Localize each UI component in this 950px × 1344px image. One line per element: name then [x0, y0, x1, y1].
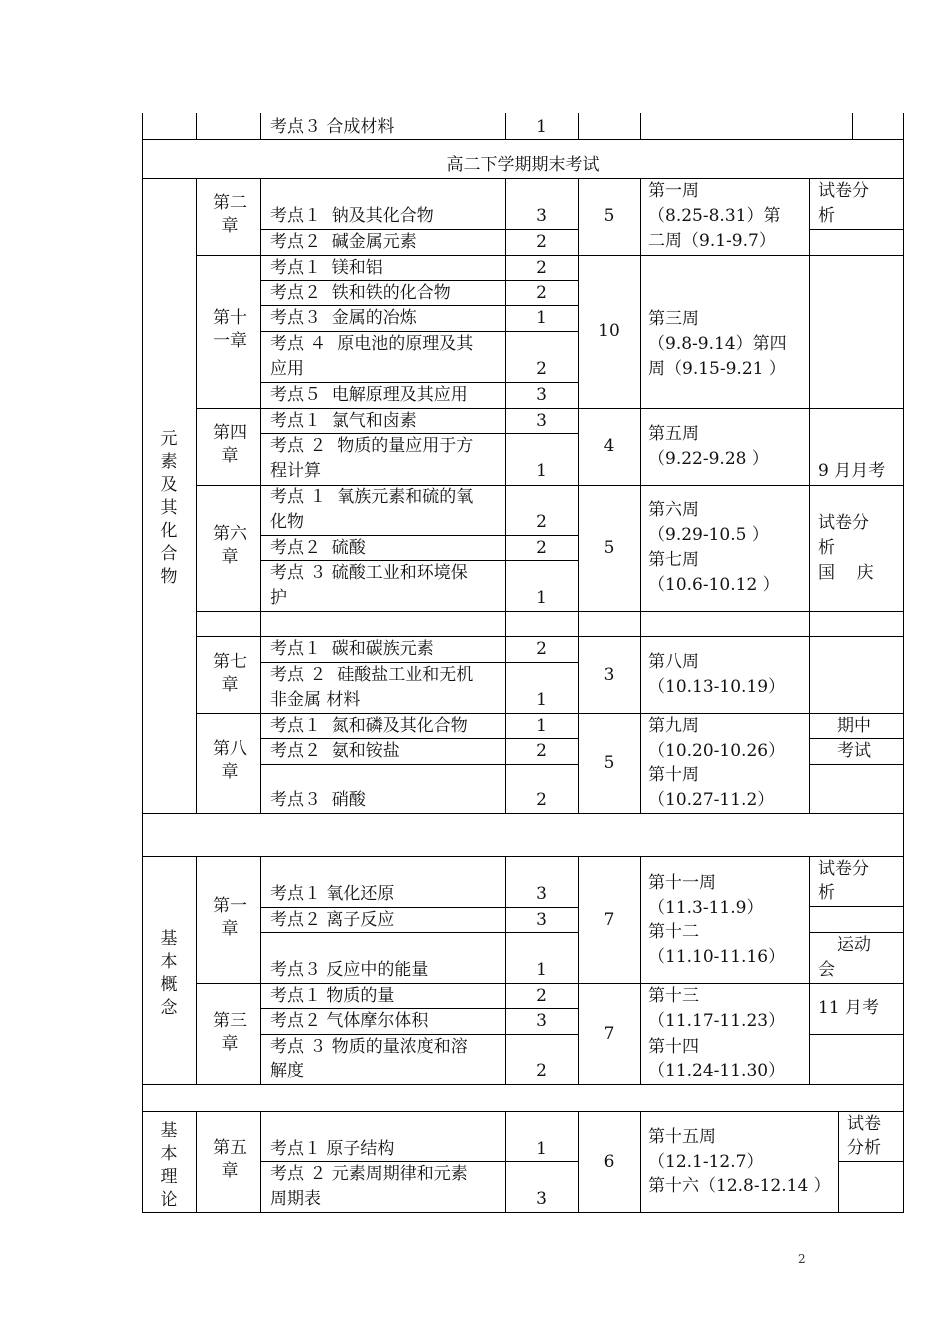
hours-cell: 3 — [536, 1189, 547, 1209]
exam-point: 考点 ３ 物质的量浓度和溶 — [270, 1037, 468, 1057]
exam-point: 考点３ 硝酸 — [270, 790, 366, 810]
chapter-label: 第二章 — [213, 193, 247, 236]
total-hours: 7 — [603, 1024, 615, 1044]
week-schedule: 第六周 — [648, 500, 699, 520]
hours-cell: 2 — [536, 741, 547, 761]
exam-point: 考点１ 氧化还原 — [270, 884, 395, 904]
exam-point: 考点 １ 氧族元素和硫的氧 — [270, 487, 474, 507]
hours-cell: 2 — [536, 232, 547, 252]
week-schedule: （9.29-10.5 ） — [648, 525, 769, 545]
exam-point: 考点３ 反应中的能量 — [270, 960, 429, 980]
page-number: 2 — [798, 1252, 806, 1266]
total-hours: 5 — [603, 753, 615, 773]
remark: 试卷 — [847, 1114, 881, 1134]
remark: 析 — [818, 538, 835, 558]
week-schedule: 周（9.15-9.21 ） — [648, 359, 786, 379]
week-schedule: （10.20-10.26） — [648, 741, 786, 761]
hours-cell: 1 — [536, 716, 547, 736]
total-hours: 4 — [603, 436, 615, 456]
exam-point: 考点１ 原子结构 — [270, 1139, 395, 1159]
exam-point: 考点１ 氮和磷及其化合物 — [270, 716, 468, 736]
hours-cell: 2 — [536, 538, 547, 558]
week-schedule: 第一周 — [648, 181, 699, 201]
hours-cell: 3 — [536, 910, 547, 930]
hours-cell: 2 — [536, 986, 547, 1006]
hours-cell: 1 — [536, 690, 547, 710]
category-label: 基本理论 — [160, 1121, 178, 1210]
category-label: 元素及其化合物 — [160, 429, 178, 587]
exam-point: 考点１ 物质的量 — [270, 986, 395, 1006]
week-schedule: （11.17-11.23） — [648, 1011, 786, 1031]
exam-point: 考点２ 铁和铁的化合物 — [270, 283, 451, 303]
remark: 9 月月考 — [818, 461, 886, 481]
exam-section-title: 高二下学期期末考试 — [446, 155, 600, 175]
exam-point: 解度 — [270, 1061, 304, 1081]
remark: 析 — [818, 883, 835, 903]
week-schedule: （11.10-11.16） — [648, 947, 786, 967]
exam-point: 非金属 材料 — [270, 690, 361, 710]
total-hours: 10 — [598, 321, 620, 341]
hours-cell: 3 — [536, 411, 547, 431]
chapter-label: 第三章 — [213, 1011, 247, 1054]
exam-point: 周期表 — [270, 1189, 321, 1209]
hours-cell: 2 — [536, 359, 547, 379]
exam-point: 考点１ 氯气和卤素 — [270, 411, 417, 431]
exam-point: 化物 — [270, 512, 304, 532]
week-schedule: 第十一周 — [648, 873, 716, 893]
total-hours: 5 — [603, 538, 615, 558]
hours-cell: 2 — [536, 258, 547, 278]
week-schedule: （10.13-10.19） — [648, 677, 786, 697]
total-hours: 6 — [603, 1152, 615, 1172]
exam-point: 考点２ 氨和铵盐 — [270, 741, 400, 761]
chapter-label: 第六章 — [213, 524, 247, 567]
category-label: 基本概念 — [160, 929, 178, 1018]
chapter-label: 第七章 — [213, 652, 247, 695]
week-schedule: 第三周 — [648, 309, 699, 329]
hours-cell: 3 — [536, 206, 547, 226]
hours-cell: 3 — [536, 884, 547, 904]
week-schedule: 第五周 — [648, 424, 699, 444]
week-schedule: （11.24-11.30） — [648, 1061, 786, 1081]
exam-point: 应用 — [270, 359, 304, 379]
week-schedule: （12.1-12.7） — [648, 1152, 764, 1172]
chapter-label: 第八章 — [213, 739, 247, 782]
exam-point: 考点 ２ 物质的量应用于方 — [270, 436, 474, 456]
hours-cell: 3 — [536, 385, 547, 405]
exam-point: 考点２ 离子反应 — [270, 910, 395, 930]
exam-point: 考点 ２ 元素周期律和元素 — [270, 1164, 468, 1184]
exam-point: 考点１ 钠及其化合物 — [270, 206, 434, 226]
week-schedule: 第十六（12.8-12.14 ） — [648, 1176, 831, 1196]
week-schedule: （10.27-11.2） — [648, 790, 775, 810]
hours-cell: 1 — [536, 588, 547, 608]
exam-point: 护 — [270, 588, 287, 608]
total-hours: 7 — [603, 910, 615, 930]
remark: 试卷分 — [818, 859, 869, 879]
week-schedule: 第十五周 — [648, 1127, 716, 1147]
week-schedule: 第十二 — [648, 922, 699, 942]
exam-point: 考点３ 合成材料 — [270, 117, 395, 137]
hours-cell: 1 — [536, 461, 547, 481]
week-schedule: （9.22-9.28 ） — [648, 449, 769, 469]
remark: 考试 — [837, 741, 871, 761]
hours-cell: 3 — [536, 1011, 547, 1031]
chapter-label: 第一章 — [213, 896, 247, 939]
remark: 运动 — [837, 935, 871, 955]
hours-cell: 2 — [536, 283, 547, 303]
total-hours: 5 — [603, 206, 615, 226]
exam-point: 程计算 — [270, 461, 321, 481]
remark: 会 — [818, 960, 835, 980]
remark: 分析 — [847, 1138, 881, 1158]
week-schedule: （10.6-10.12 ） — [648, 575, 780, 595]
week-schedule: 第八周 — [648, 652, 699, 672]
remark: 国 庆 — [818, 563, 874, 583]
week-schedule: 第十四 — [648, 1037, 699, 1057]
week-schedule: 二周（9.1-9.7） — [648, 231, 776, 251]
hours-cell: 2 — [536, 1061, 547, 1081]
remark: 11 月考 — [818, 998, 880, 1018]
total-hours: 3 — [603, 665, 615, 685]
exam-point: 考点１ 碳和碳族元素 — [270, 639, 434, 659]
hours-cell: 1 — [536, 117, 547, 137]
exam-point: 考点 ２ 硅酸盐工业和无机 — [270, 665, 474, 685]
hours-cell: 1 — [536, 308, 547, 328]
exam-point: 考点５ 电解原理及其应用 — [270, 385, 468, 405]
week-schedule: 第七周 — [648, 550, 699, 570]
week-schedule: 第九周 — [648, 716, 699, 736]
week-schedule: 第十三 — [648, 986, 699, 1006]
remark: 析 — [818, 206, 835, 226]
week-schedule: 第十周 — [648, 765, 699, 785]
hours-cell: 2 — [536, 512, 547, 532]
week-schedule: （9.8-9.14）第四 — [648, 334, 787, 354]
hours-cell: 2 — [536, 639, 547, 659]
exam-point: 考点３ 金属的冶炼 — [270, 308, 417, 328]
exam-point: 考点２ 碱金属元素 — [270, 232, 417, 252]
remark: 试卷分 — [818, 181, 869, 201]
exam-point: 考点 ４ 原电池的原理及其 — [270, 334, 474, 354]
remark: 期中 — [837, 716, 871, 736]
week-schedule: （11.3-11.9） — [648, 898, 764, 918]
chapter-label: 第十一章 — [213, 308, 247, 351]
exam-point: 考点 ３ 硫酸工业和环境保 — [270, 563, 468, 583]
hours-cell: 1 — [536, 960, 547, 980]
hours-cell: 1 — [536, 1139, 547, 1159]
exam-point: 考点２ 气体摩尔体积 — [270, 1011, 429, 1031]
remark: 试卷分 — [818, 513, 869, 533]
hours-cell: 2 — [536, 790, 547, 810]
chapter-label: 第五章 — [213, 1138, 247, 1181]
exam-point: 考点２ 硫酸 — [270, 538, 366, 558]
chapter-label: 第四章 — [213, 423, 247, 466]
exam-point: 考点１ 镁和铝 — [270, 258, 383, 278]
week-schedule: （8.25-8.31）第 — [648, 206, 781, 226]
